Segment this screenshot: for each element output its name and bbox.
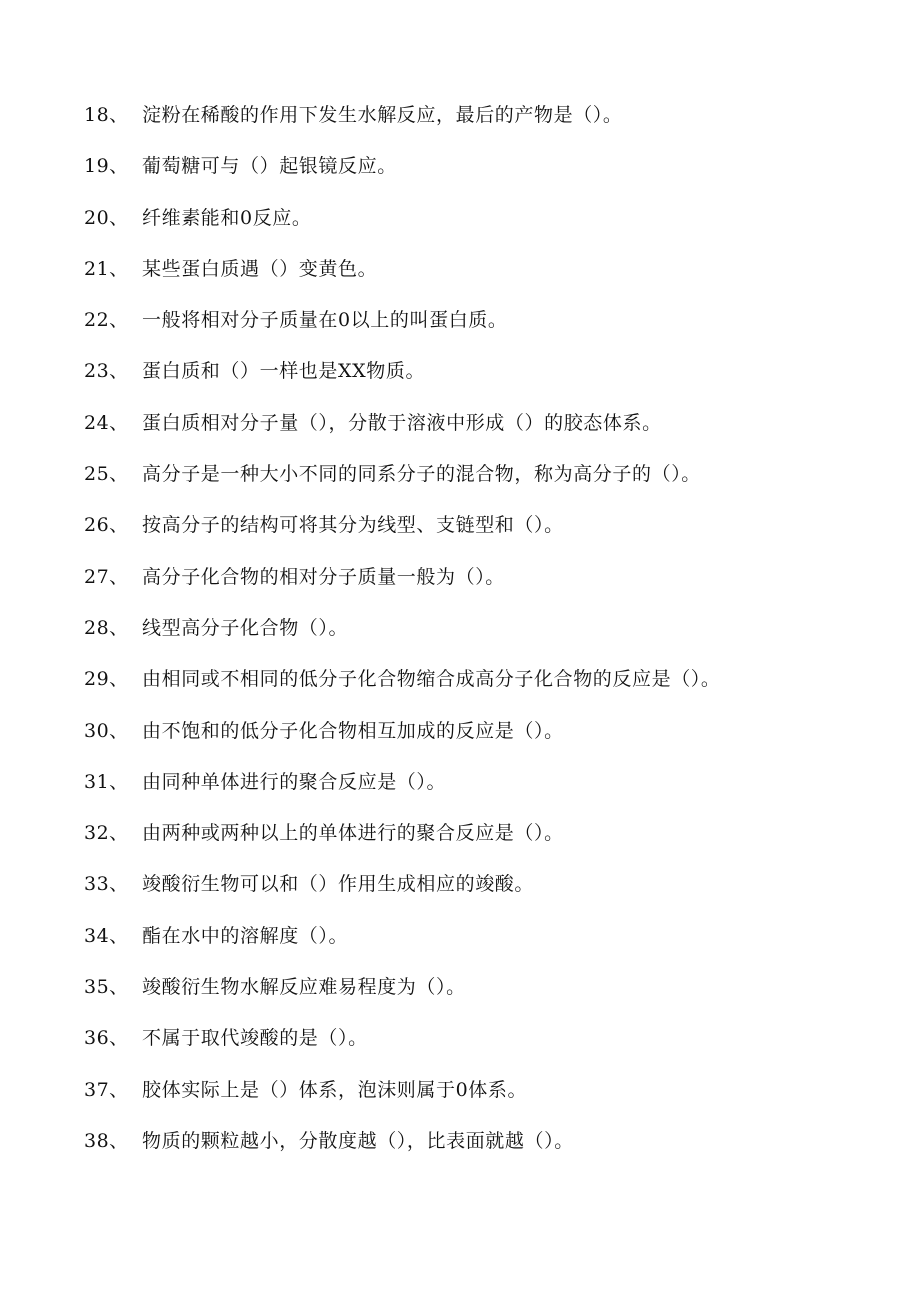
question-number: 37、	[84, 1078, 129, 1101]
question-text: 葡萄糖可与（）起银镜反应。	[142, 155, 397, 178]
question-number: 24、	[84, 411, 129, 434]
question-text: 由两种或两种以上的单体进行的聚合反应是（）。	[142, 822, 564, 845]
question-text: 按高分子的结构可将其分为线型、支链型和（）。	[142, 514, 564, 537]
question-number: 18、	[84, 104, 129, 126]
question-text: 线型高分子化合物（）。	[142, 616, 349, 639]
question-number: 28、	[84, 616, 129, 639]
question-text: 由相同或不相同的低分子化合物缩合成高分子化合物的反应是（）。	[142, 668, 721, 691]
question-item	[84, 405, 884, 456]
question-item	[84, 559, 884, 610]
question-text: 不属于取代竣酸的是（）。	[142, 1027, 368, 1050]
question-text: 一般将相对分子质量在0以上的叫蛋白质。	[142, 309, 508, 332]
question-text: 蛋白质和（）一样也是XX物质。	[142, 360, 426, 383]
question-text: 竣酸衍生物可以和（）作用生成相应的竣酸。	[142, 873, 535, 896]
question-item	[84, 815, 884, 866]
question-number: 21、	[84, 257, 129, 280]
question-item	[84, 1072, 884, 1123]
question-text: 高分子化合物的相对分子质量一般为（）。	[142, 565, 505, 588]
question-number: 29、	[84, 668, 129, 691]
question-item	[84, 200, 884, 251]
question-text: 由同种单体进行的聚合反应是（）。	[142, 770, 447, 793]
question-item	[84, 456, 884, 507]
question-number: 30、	[84, 719, 129, 742]
question-item	[84, 764, 884, 815]
question-number: 22、	[84, 309, 129, 332]
question-item	[84, 507, 884, 558]
question-number: 35、	[84, 976, 129, 999]
question-number: 26、	[84, 514, 129, 537]
question-number: 31、	[84, 770, 129, 793]
question-item	[84, 97, 884, 148]
question-item	[84, 866, 884, 917]
question-text: 蛋白质相对分子量（），分散于溶液中形成（）的胶态体系。	[142, 411, 662, 434]
question-number: 32、	[84, 822, 129, 845]
question-number: 23、	[84, 360, 129, 383]
question-list	[84, 97, 884, 1174]
question-number: 36、	[84, 1027, 129, 1050]
question-number: 27、	[84, 565, 129, 588]
question-item	[84, 713, 884, 764]
question-item	[84, 1020, 884, 1071]
question-text: 物质的颗粒越小，分散度越（），比表面就越（）。	[142, 1129, 574, 1152]
question-text: 竣酸衍生物水解反应难易程度为（）。	[142, 976, 466, 999]
question-text: 淀粉在稀酸的作用下发生水解反应，最后的产物是（）。	[142, 104, 623, 126]
question-item	[84, 302, 884, 353]
question-item	[84, 1123, 884, 1174]
question-number: 38、	[84, 1129, 129, 1152]
question-text: 某些蛋白质遇（）变黄色。	[142, 257, 378, 280]
question-item	[84, 661, 884, 712]
question-text: 由不饱和的低分子化合物相互加成的反应是（）。	[142, 719, 564, 742]
question-number: 33、	[84, 873, 129, 896]
question-text: 胶体实际上是（）体系，泡沫则属于0体系。	[142, 1078, 528, 1101]
question-item	[84, 610, 884, 661]
question-item	[84, 353, 884, 404]
question-number: 19、	[84, 155, 129, 178]
question-number: 34、	[84, 924, 129, 947]
question-text: 酯在水中的溶解度（）。	[142, 924, 349, 947]
question-number: 20、	[84, 206, 129, 229]
question-item	[84, 251, 884, 302]
question-item	[84, 148, 884, 199]
question-text: 纤维素能和0反应。	[142, 206, 312, 229]
question-item	[84, 918, 884, 969]
question-item	[84, 969, 884, 1020]
question-text: 高分子是一种大小不同的同系分子的混合物，称为高分子的（）。	[142, 463, 701, 486]
question-number: 25、	[84, 463, 129, 486]
